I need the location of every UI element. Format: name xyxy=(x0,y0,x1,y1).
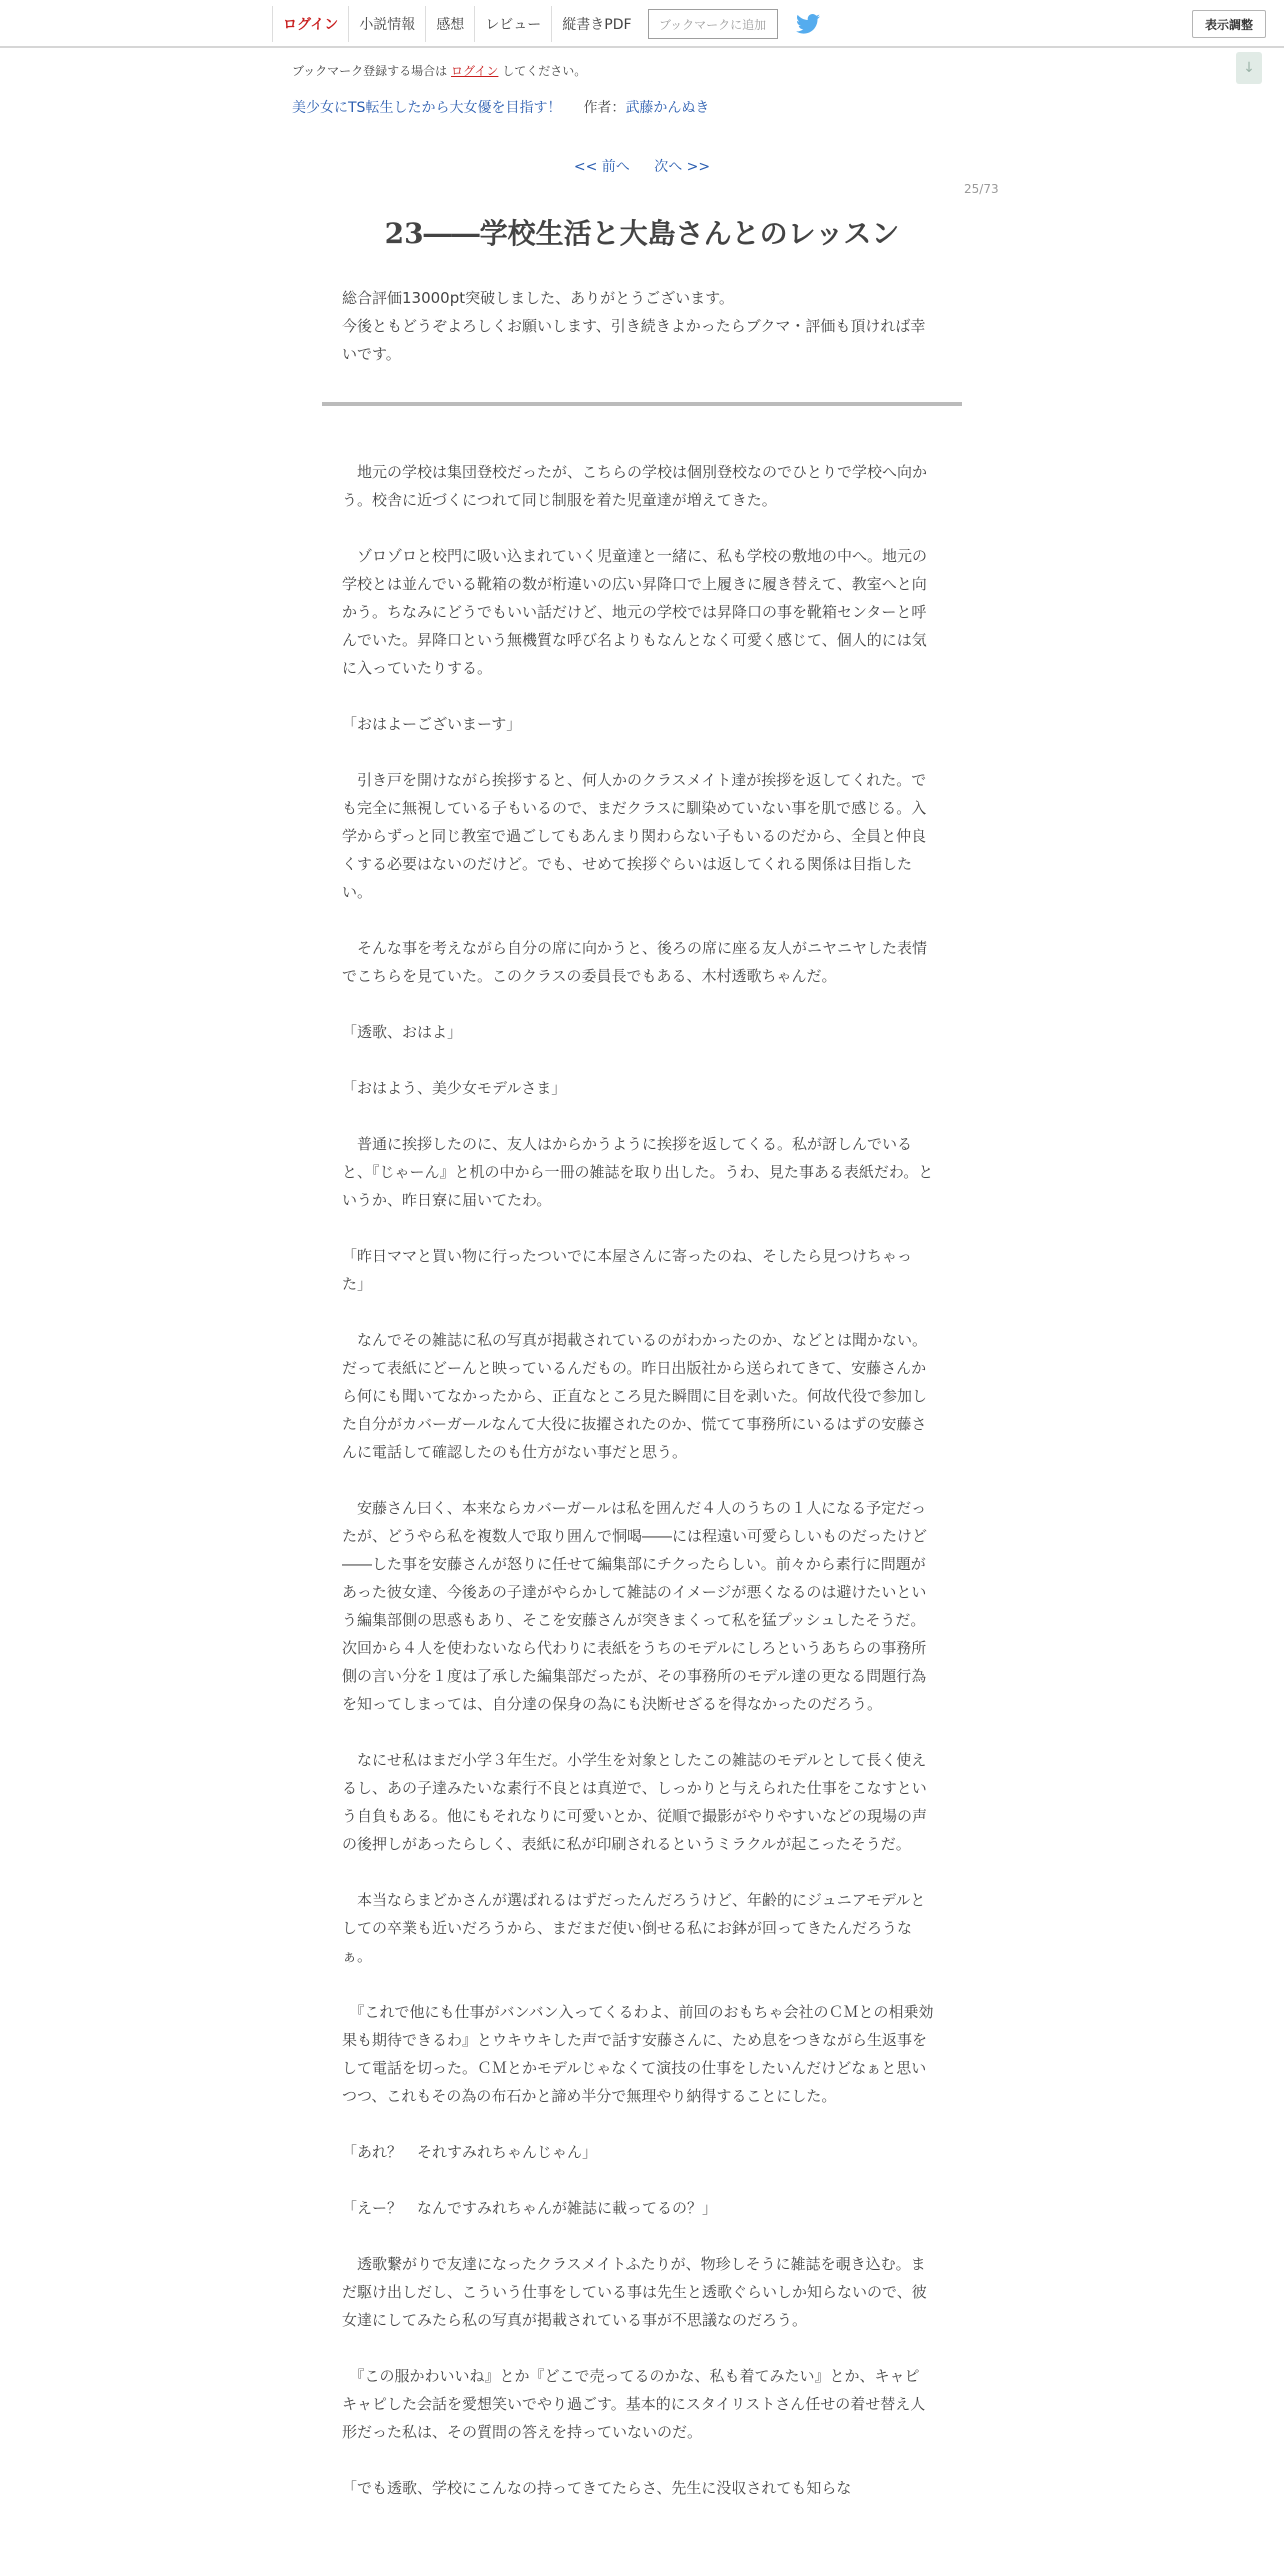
novel-body xyxy=(342,458,934,2530)
body-paragraph: 普通に挨拶したのに、友人はからかうように挨拶を返してくる。私が訝しんでいると、『じゃーん』と机の中から一冊の雑誌を取り出した。うわ、見た事ある表紙だわ。というか、昨日寮に届いてたわ。 xyxy=(342,1135,934,1209)
body-paragraph: 引き戸を開けながら挨拶すると、何人かのクラスメイト達が挨拶を返してくれた。でも完全に無視している子もいるので、まだクラスに馴染めていない事を肌で感じる。入学からずっと同じ教室で過ごしてもあんまり関わらない子もいるのだから、全員と仲良くする必要はないのだけど。でも、せめて挨拶ぐらいは返してくれる関係は目指したい。 xyxy=(342,771,927,901)
body-paragraph: 本当ならまどかさんが選ばれるはずだったんだろうけど、年齢的にジュニアモデルとしての卒業も近いだろうから、まだまだ使い倒せる私にお鉢が回ってきたんだろうなぁ。 xyxy=(342,1891,926,1965)
episode-count: 25/73 xyxy=(964,182,999,196)
dialogue-line: 「昨日ママと買い物に行ったついでに本屋さんに寄ったのね、そしたら見つけちゃった」 xyxy=(342,1247,913,1293)
twitter-share-button[interactable] xyxy=(796,13,822,35)
novel-title-link[interactable]: 美少女にTS転生したから大女優を目指す！ xyxy=(292,100,562,116)
chapter-title: 23――学校生活と大島さんとのレッスン xyxy=(384,217,900,250)
body-paragraph: 『これで他にも仕事がバンバン入ってくるわよ、前回のおもちゃ会社のＣＭとの相乗効果も期待できるわ』とウキウキした声で話す安藤さんに、ため息をつきながら生返事をして電話を切った。ＣＭとかモデルじゃなくて演技の仕事をしたいんだけどなぁと思いつつ、これもその為の布石かと諦め半分で無理やり納得することにした。 xyxy=(342,2003,934,2105)
nav-vertical-pdf-link[interactable]: 縦書きPDF xyxy=(551,6,641,42)
preface-line: 総合評価13000pt突破しました、ありがとうございます。 xyxy=(342,289,734,307)
scroll-down-button[interactable]: ↓ xyxy=(1236,52,1262,84)
twitter-bird-icon xyxy=(796,14,820,34)
bookmark-login-notice xyxy=(292,62,586,79)
top-navigation-bar xyxy=(0,0,1284,48)
nav-impressions-link[interactable]: 感想 xyxy=(425,6,474,42)
body-paragraph: なんでその雑誌に私の写真が掲載されているのがわかったのか、などとは聞かない。だって表紙にどーんと映っているんだもの。昨日出版社から送られてきて、安藤さんから何にも聞いてなかったから、正直なところ見た瞬間に目を剥いた。何故代役で参加した自分がカバーガールなんて大役に抜擢されたのか、慌てて事務所にいるはずの安藤さんに電話して確認したのも仕方がない事だと思う。 xyxy=(342,1331,928,1461)
dialogue-line: 「透歌、おはよ」 xyxy=(342,1023,463,1041)
nav-novel-info-link[interactable]: 小説情報 xyxy=(348,6,425,42)
nav-login-link[interactable]: ログイン xyxy=(272,6,348,42)
next-episode-link[interactable]: 次へ >> xyxy=(654,159,711,175)
nav-menu xyxy=(272,6,822,42)
episode-pager xyxy=(0,156,1284,176)
body-paragraph: そんな事を考えながら自分の席に向かうと、後ろの席に座る友人がニヤニヤした表情でこちらを見ていた。このクラスの委員長でもある、木村透歌ちゃんだ。 xyxy=(342,939,928,985)
body-paragraph: 透歌繋がりで友達になったクラスメイトふたりが、物珍しそうに雑誌を覗き込む。まだ駆け出しだし、こういう仕事をしている事は先生と透歌ぐらいしか知らないので、彼女達にしてみたら私の写真が掲載されている事が不思議なのだろう。 xyxy=(342,2255,927,2329)
body-paragraph: なにせ私はまだ小学３年生だ。小学生を対象としたこの雑誌のモデルとして長く使えるし、あの子達みたいな素行不良とは真逆で、しっかりと与えられた仕事をこなすという自負もある。他にもそれなりに可愛いとか、従順で撮影がやりやすいなどの現場の声の後押しがあったらしく、表紙に私が印刷されるというミラクルが起こったそうだ。 xyxy=(342,1751,928,1853)
body-paragraph: 『この服かわいいね』とか『どこで売ってるのかな、私も着てみたい』とか、キャピキャピした会話を愛想笑いでやり過ごす。基本的にスタイリストさん任せの着せ替え人形だった私は、その質問の答えを持っていないのだ。 xyxy=(342,2367,926,2441)
bookmark-add-button[interactable]: ブックマークに追加 xyxy=(648,9,778,39)
preface-divider xyxy=(322,402,962,406)
display-settings-button[interactable]: 表示調整 xyxy=(1192,10,1266,38)
dialogue-line: 「おはよう、美少女モデルさま」 xyxy=(342,1079,567,1097)
prev-episode-link[interactable]: << 前へ xyxy=(573,159,630,175)
author-link[interactable]: 武藤かんぬき xyxy=(625,100,710,116)
nav-review-link[interactable]: レビュー xyxy=(474,6,551,42)
notice-prefix: ブックマーク登録する場合は xyxy=(292,64,448,78)
dialogue-line: 「でも透歌、学校にこんなの持ってきてたらさ、先生に没収されても知らな xyxy=(342,2479,852,2497)
notice-login-link[interactable]: ログイン xyxy=(451,64,499,78)
body-paragraph: ゾロゾロと校門に吸い込まれていく児童達と一緒に、私も学校の敷地の中へ。地元の学校とは並んでいる靴箱の数が桁違いの広い昇降口で上履きに履き替えて、教室へと向かう。ちなみにどうでもいい話だけど、地元の学校では昇降口の事を靴箱センターと呼んでいた。昇降口という無機質な呼び名よりもなんとなく可愛く感じて、個人的には気に入っていたりする。 xyxy=(342,547,928,677)
novel-header xyxy=(292,97,709,117)
body-paragraph: 安藤さん曰く、本来ならカバーガールは私を囲んだ４人のうちの１人になる予定だったが、どうやら私を複数人で取り囲んで恫喝――には程遠い可愛らしいものだったけど――した事を安藤さんが怒りに任せて編集部にチクったらしい。前々から素行に問題があった彼女達、今後あの子達がやらかして雑誌のイメージが悪くなるのは避けたいという編集部側の思惑もあり、そこを安藤さんが突きまくって私を猛プッシュしたそうだ。次回から４人を使わないなら代わりに表紙をうちのモデルにしろというあちらの事務所側の言い分を１度は了承した編集部だったが、その事務所のモデル達の更なる問題行為を知ってしまっては、自分達の保身の為にも決断せざるを得なかったのだろう。 xyxy=(342,1499,928,1713)
dialogue-line: 「えー？ なんですみれちゃんが雑誌に載ってるの？」 xyxy=(342,2199,718,2217)
notice-suffix: してください。 xyxy=(502,64,587,78)
dialogue-line: 「あれ？ それすみれちゃんじゃん」 xyxy=(342,2143,598,2161)
author-label: 作者： xyxy=(583,100,626,116)
preface-line: 今後ともどうぞよろしくお願いします、引き続きよかったらブクマ・評価も頂ければ幸いです。 xyxy=(342,317,926,363)
body-paragraph: 地元の学校は集団登校だったが、こちらの学校は個別登校なのでひとりで学校へ向かう。校舎に近づくにつれて同じ制服を着た児童達が増えてきた。 xyxy=(342,463,928,509)
author-preface xyxy=(342,284,934,368)
dialogue-line: 「おはよーございまーす」 xyxy=(342,715,522,733)
